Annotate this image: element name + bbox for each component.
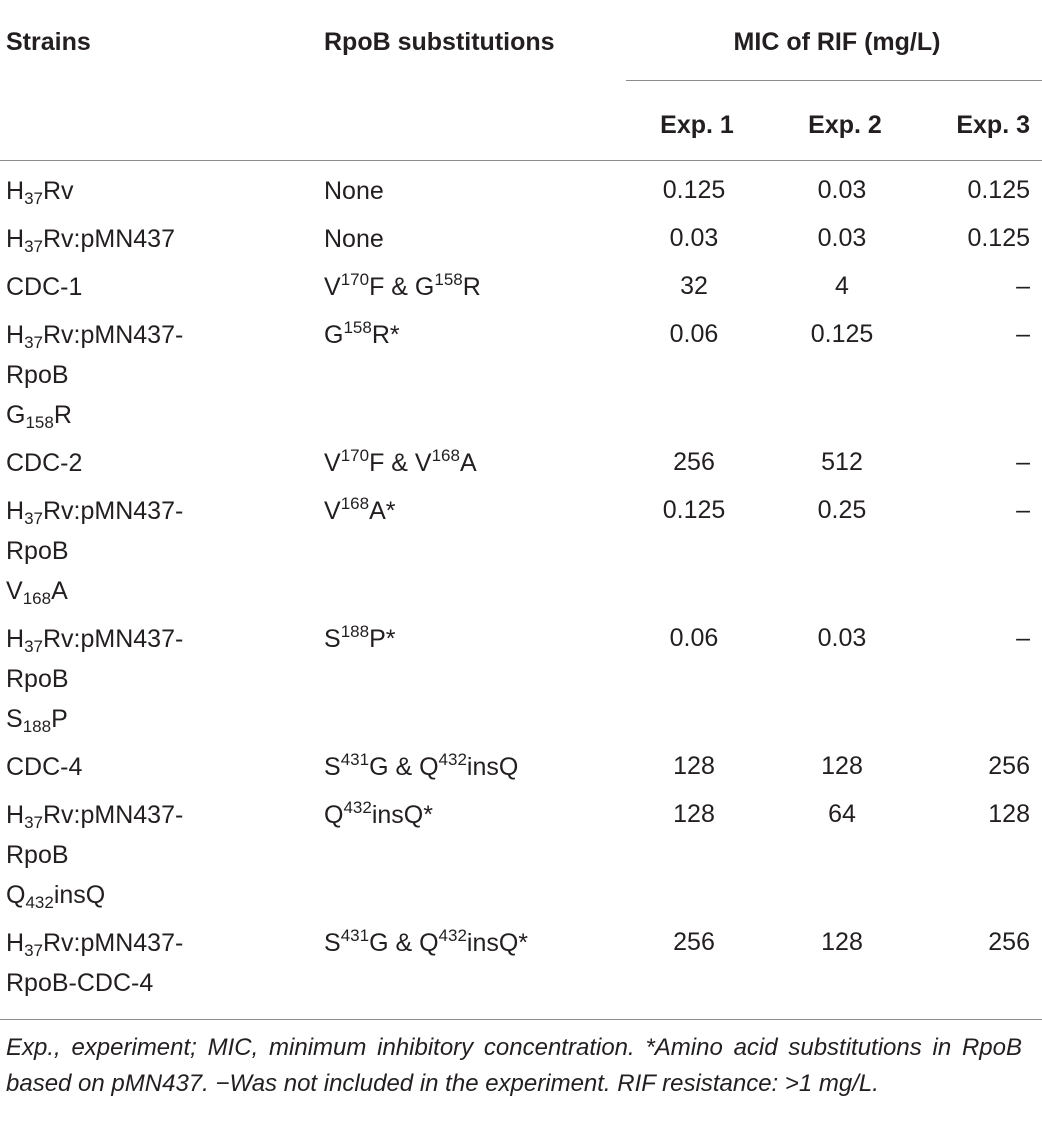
text-segment: H — [6, 624, 25, 653]
mic-exp3-cell: 256 — [988, 751, 1030, 780]
superscript-text: 158 — [343, 317, 372, 337]
header-exp2: Exp. 2 — [762, 80, 922, 160]
table-header — [0, 0, 1042, 160]
mic-exp1-cell: 0.03 — [669, 223, 719, 252]
text-segment: Q — [6, 880, 26, 909]
mic-exp3-cell: 256 — [922, 915, 1042, 1020]
substitution-cell — [318, 307, 626, 435]
text-segment: G & Q — [369, 928, 439, 957]
strain-line — [6, 355, 318, 395]
substitution-cell — [318, 787, 626, 915]
superscript-text: 432 — [438, 925, 467, 945]
mic-exp1-cell: 128 — [673, 751, 715, 780]
strain-line — [6, 491, 318, 531]
table-row — [0, 259, 1042, 307]
text-segment: P — [51, 704, 68, 733]
strain-cell — [0, 435, 318, 483]
subscript-text: 37 — [24, 636, 43, 656]
text-segment: insQ* — [371, 800, 433, 829]
mic-exp3-cell: – — [1016, 271, 1030, 300]
text-segment: G — [6, 400, 26, 429]
text-segment: V — [324, 448, 341, 477]
substitution-cell — [318, 259, 626, 307]
subscript-text: 168 — [22, 588, 52, 608]
superscript-text: 431 — [340, 749, 370, 769]
strain-cell — [0, 307, 318, 435]
text-segment: P* — [369, 624, 396, 653]
superscript-text: 431 — [340, 925, 370, 945]
text-segment: Q — [324, 800, 344, 829]
subscript-text: 188 — [22, 716, 52, 736]
text-segment: R — [53, 400, 72, 429]
mic-exp2-cell: 0.03 — [817, 623, 867, 652]
substitution-line — [324, 795, 626, 835]
text-segment: G — [324, 320, 344, 349]
text-segment: H — [6, 224, 25, 253]
strain-line — [6, 315, 318, 355]
substitution-cell — [318, 483, 626, 611]
text-segment: Rv:pMN437- — [42, 320, 184, 349]
text-segment: A — [459, 448, 477, 477]
text-segment: V — [324, 272, 341, 301]
text-segment: G & Q — [369, 752, 439, 781]
header-substitutions: RpoB substitutions — [318, 0, 626, 160]
table-row — [0, 211, 1042, 259]
mic-exp1-cell: 32 — [680, 271, 708, 300]
substitution-cell — [318, 611, 626, 739]
header-exp1: Exp. 1 — [626, 80, 762, 160]
strain-line — [6, 795, 318, 835]
strain-cell — [0, 483, 318, 611]
mic-exp3-cell: 0.125 — [967, 175, 1030, 204]
strain-cell — [0, 611, 318, 739]
table-row — [0, 739, 1042, 787]
strain-line — [6, 267, 318, 307]
subscript-text: 37 — [24, 508, 43, 528]
substitution-line — [324, 443, 626, 483]
superscript-text: 168 — [340, 493, 370, 513]
text-segment: H — [6, 320, 25, 349]
text-segment: V — [324, 496, 341, 525]
strain-cell — [0, 160, 318, 211]
text-segment: Rv:pMN437- — [42, 928, 184, 957]
superscript-text: 158 — [434, 269, 463, 289]
substitution-line — [324, 619, 626, 659]
text-segment: RpoB-CDC-4 — [6, 968, 154, 997]
strain-line — [6, 219, 318, 259]
mic-exp3-cell: – — [1016, 495, 1030, 524]
text-segment: A* — [369, 496, 396, 525]
text-segment: RpoB — [6, 360, 69, 389]
strain-line — [6, 699, 318, 739]
header-strains: Strains — [0, 0, 318, 160]
text-segment: CDC-1 — [6, 272, 83, 301]
strain-cell — [0, 739, 318, 787]
subscript-text: 37 — [24, 236, 43, 256]
strain-line — [6, 659, 318, 699]
substitution-line — [324, 491, 626, 531]
superscript-text: 170 — [340, 269, 370, 289]
mic-exp1-cell: 0.06 — [669, 623, 719, 652]
text-segment: H — [6, 496, 25, 525]
text-segment: None — [324, 176, 384, 205]
strain-cell — [0, 211, 318, 259]
table-row — [0, 787, 1042, 915]
text-segment: R* — [371, 320, 400, 349]
mic-exp2-cell: 128 — [821, 751, 863, 780]
mic-exp3-cell: – — [1016, 623, 1030, 652]
strain-cell — [0, 259, 318, 307]
text-segment: F & V — [369, 448, 432, 477]
text-segment: H — [6, 800, 25, 829]
header-mic-group: MIC of RIF (mg/L) — [626, 0, 1042, 80]
mic-exp2-cell: 4 — [835, 271, 849, 300]
mic-exp3-cell: 128 — [988, 799, 1030, 828]
strain-line — [6, 923, 318, 963]
mic-exp1-cell: 0.06 — [669, 319, 719, 348]
table-footnote: Exp., experiment; MIC, minimum inhibitory concentration. *Amino acid substitutions in RpoB based on pMN437. −Was not included in the experiment. RIF resistance: >1 mg/L. — [6, 1033, 1022, 1097]
text-segment: V — [6, 576, 23, 605]
mic-exp3-cell: – — [1016, 447, 1030, 476]
text-segment: R — [462, 272, 481, 301]
superscript-text: 170 — [340, 445, 370, 465]
text-segment: S — [324, 928, 341, 957]
text-segment: F & G — [369, 272, 435, 301]
substitution-cell — [318, 211, 626, 259]
text-segment: A — [51, 576, 68, 605]
subscript-text: 37 — [24, 332, 43, 352]
text-segment: None — [324, 224, 384, 253]
mic-exp1-cell: 0.125 — [662, 175, 726, 204]
text-segment: insQ — [466, 752, 519, 781]
substitution-line — [324, 267, 626, 307]
superscript-text: 432 — [343, 797, 372, 817]
subscript-text: 37 — [24, 188, 43, 208]
substitution-cell — [318, 739, 626, 787]
table-row — [0, 915, 1042, 1020]
substitution-cell — [318, 160, 626, 211]
header-exp3: Exp. 3 — [922, 80, 1042, 160]
superscript-text: 432 — [438, 749, 467, 769]
substitution-line — [324, 923, 626, 963]
strain-cell — [0, 915, 318, 1020]
superscript-text: 168 — [431, 445, 460, 465]
superscript-text: 188 — [340, 621, 370, 641]
text-segment: Rv:pMN437- — [42, 800, 184, 829]
mic-exp1-cell: 128 — [673, 799, 715, 828]
mic-exp1-cell: 0.125 — [662, 495, 726, 524]
substitution-line — [324, 171, 626, 211]
strain-line — [6, 571, 318, 611]
mic-exp2-cell: 0.125 — [810, 319, 874, 348]
strain-line — [6, 171, 318, 211]
mic-exp3-cell: – — [1016, 319, 1030, 348]
strain-line — [6, 619, 318, 659]
text-segment: S — [6, 704, 23, 733]
substitution-line — [324, 219, 626, 259]
text-segment: Rv:pMN437 — [42, 224, 175, 253]
substitution-line — [324, 747, 626, 787]
table-row — [0, 160, 1042, 211]
table-row — [0, 307, 1042, 435]
mic-exp1-cell: 256 — [673, 447, 715, 476]
text-segment: insQ* — [466, 928, 529, 957]
strain-line — [6, 747, 318, 787]
strain-cell — [0, 787, 318, 915]
subscript-text: 37 — [24, 812, 43, 832]
mic-exp2-cell: 0.03 — [817, 223, 867, 252]
text-segment: RpoB — [6, 536, 69, 565]
text-segment: Rv — [42, 176, 74, 205]
text-segment: S — [324, 752, 341, 781]
text-segment: H — [6, 176, 25, 205]
table-row — [0, 483, 1042, 611]
text-segment: RpoB — [6, 664, 69, 693]
mic-exp2-cell: 0.03 — [817, 175, 867, 204]
strain-line — [6, 875, 318, 915]
mic-exp3-cell: 0.125 — [967, 223, 1030, 252]
subscript-text: 432 — [25, 892, 54, 912]
table-row — [0, 611, 1042, 739]
text-segment: CDC-4 — [6, 752, 83, 781]
text-segment: insQ — [53, 880, 106, 909]
substitution-line — [324, 315, 626, 355]
substitution-cell — [318, 915, 626, 1020]
mic-exp2-cell: 64 — [828, 799, 856, 828]
text-segment: Rv:pMN437- — [42, 624, 184, 653]
text-segment: H — [6, 928, 25, 957]
strain-line — [6, 835, 318, 875]
strain-line — [6, 395, 318, 435]
strain-line — [6, 443, 318, 483]
subscript-text: 158 — [25, 412, 54, 432]
mic-exp1-cell: 256 — [626, 915, 762, 1020]
mic-exp2-cell: 0.25 — [817, 495, 867, 524]
text-segment: CDC-2 — [6, 448, 83, 477]
mic-exp2-cell: 512 — [821, 447, 863, 476]
substitution-cell — [318, 435, 626, 483]
table-body — [0, 160, 1042, 1019]
mic-exp2-cell: 128 — [762, 915, 922, 1020]
table-row — [0, 435, 1042, 483]
text-segment: RpoB — [6, 840, 69, 869]
subscript-text: 37 — [24, 940, 43, 960]
text-segment: S — [324, 624, 341, 653]
text-segment: Rv:pMN437- — [42, 496, 184, 525]
strain-line — [6, 963, 318, 1003]
strain-line — [6, 531, 318, 571]
